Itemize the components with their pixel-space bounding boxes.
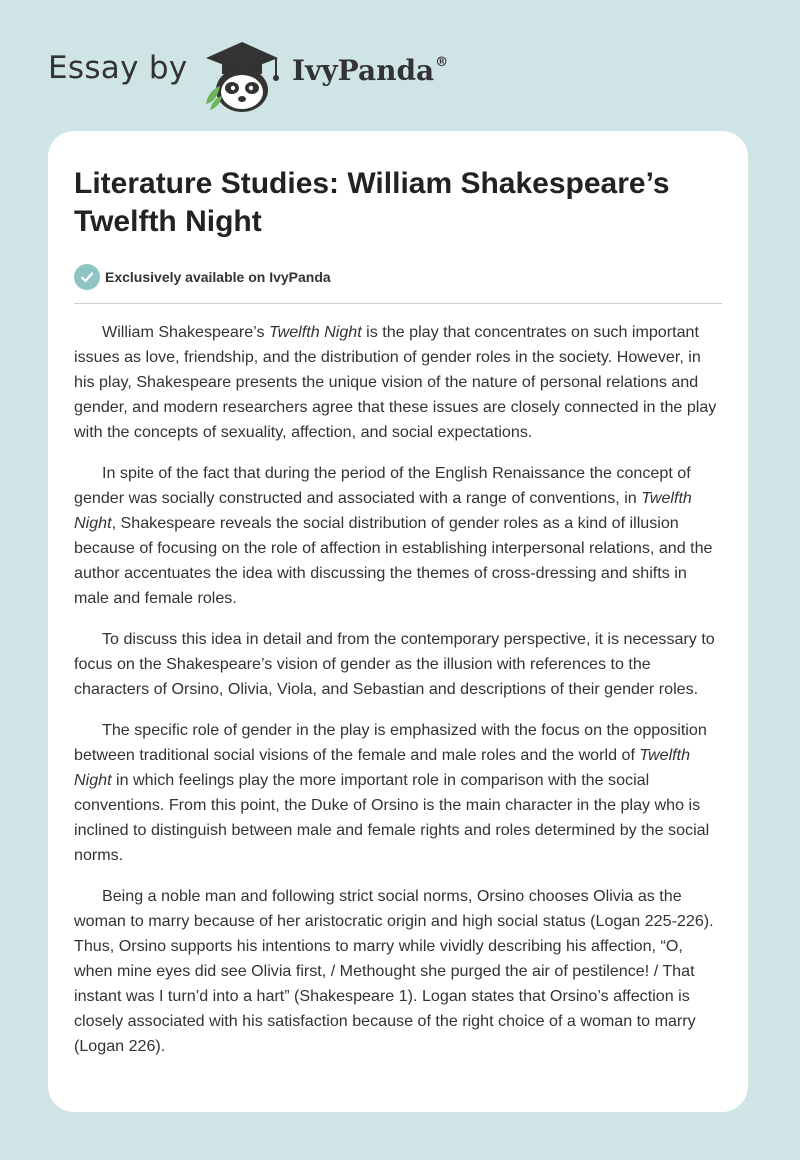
exclusive-badge — [74, 264, 331, 290]
brand-name[interactable] — [292, 54, 448, 87]
panda-graduate-icon[interactable] — [200, 34, 284, 114]
brand-text: IvyPanda — [292, 54, 435, 87]
exclusive-label: Exclusively available on IvyPanda — [105, 269, 331, 285]
essay-body — [74, 320, 724, 1075]
page-title: Literature Studies: William Shakespeare’s Twelfth Night — [74, 167, 670, 238]
paragraph: In spite of the fact that during the period of the English Renaissance the concept of gender was socially constructed and associated with a range of conventions, in Twelfth Night, Shakespeare reveals the social distribution of gender roles as a kind of illusion because of focusing on the role of affection in establishing interpersonal relations, and the author accentuates the idea with discussing the themes of cross-dressing and shifts in male and female roles. — [74, 464, 713, 607]
registered-mark: ® — [435, 55, 449, 70]
divider — [74, 303, 722, 304]
paragraph: To discuss this idea in detail and from the contemporary perspective, it is necessary to focus on the Shakespeare’s vision of gender as the illusion with references to the characters of Orsino, Olivia, Viola, and Sebastian and descriptions of their gender roles. — [74, 630, 715, 698]
essay-card — [48, 131, 748, 1112]
paragraph: The specific role of gender in the play is emphasized with the focus on the opposition between traditional social visions of the female and male roles and the world of Twelfth Night in which feelings play the more important role in comparison with the social conventions. From this point, the Duke of Orsino is the main character in the play who is inclined to distinguish between male and female rights and roles determined by the social norms. — [74, 721, 710, 864]
essay-by-label: Essay by — [48, 50, 188, 86]
paragraph: William Shakespeare’s Twelfth Night is the play that concentrates on such important issues as love, friendship, and the distribution of gender roles in the society. However, in his play, Shakespeare presents the unique vision of the nature of personal relations and gender, and modern researchers agree that these issues are closely connected in the play with the concepts of sexuality, affection, and social expectations. — [74, 323, 717, 441]
site-header — [48, 30, 508, 110]
paragraph: Being a noble man and following strict social norms, Orsino chooses Olivia as the woman to marry because of her aristocratic origin and high social status (Logan 225-226). Thus, Orsino supports his intentions to marry while vividly describing his affection, “O, when mine eyes did see Olivia first, / Methought she purged the air of pestilence! / That instant was I turn’d into a hart” (Shakespeare 1). Logan states that Orsino’s affection is closely associated with his satisfaction because of the right choice of a woman to marry (Logan 226). — [74, 887, 714, 1055]
check-circle-icon — [74, 264, 100, 290]
